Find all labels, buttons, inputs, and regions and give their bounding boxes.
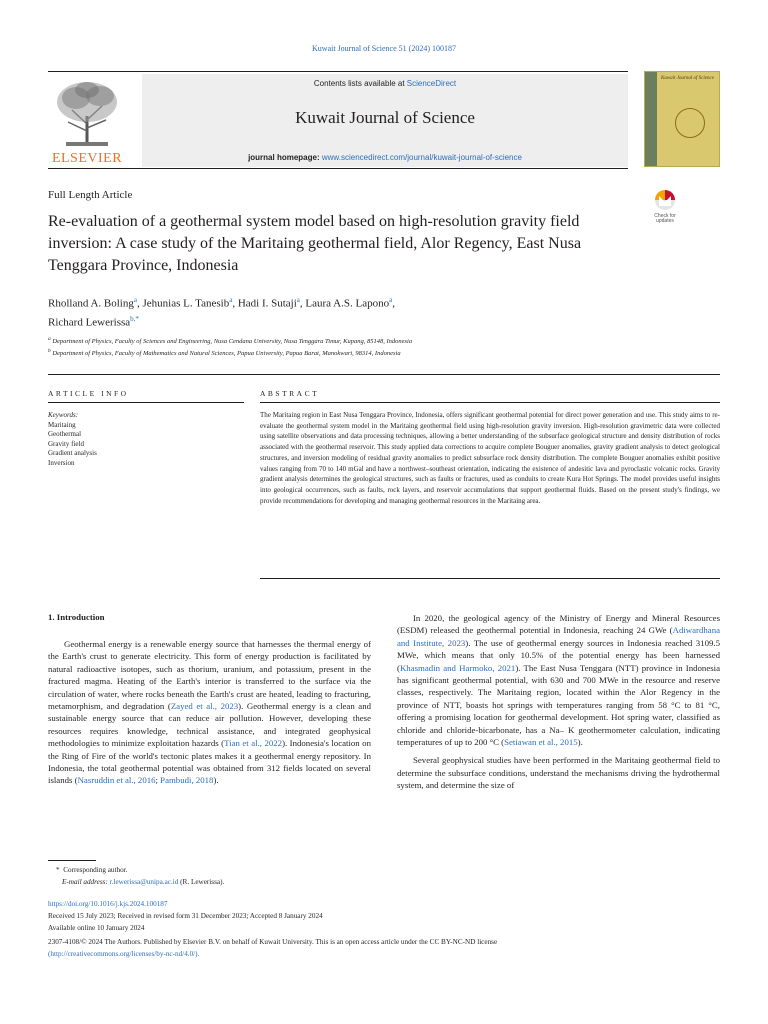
sciencedirect-link[interactable]: ScienceDirect: [406, 79, 457, 88]
author-affiliation-mark[interactable]: a: [133, 296, 137, 304]
asterisk-mark: *: [56, 866, 60, 874]
header-rule: [48, 374, 720, 375]
banner-top-rule: [48, 71, 628, 72]
doi-link[interactable]: https://doi.org/10.1016/j.kjs.2024.100187: [48, 900, 168, 908]
text-run: ). The use of geothermal energy sources in Indonesia reached 3109.5 MWe, which means that only 10.5% of the potential energy has been harnessed (: [397, 637, 720, 673]
citation-link[interactable]: Adiwardhana and Institute, 2023: [397, 625, 720, 648]
abstract-rule: [260, 402, 720, 403]
email-link[interactable]: r.lewerissa@unipa.ac.id: [109, 878, 179, 886]
affiliation-a-text: Department of Physics, Faculty of Sciences and Engineering, Nusa Cendana University, Nusa Tenggara Timur, Kupang, 85148, Indonesia: [52, 338, 413, 346]
paragraph: [48, 638, 371, 787]
article-title: Re-evaluation of a geothermal system model based on high-resolution gravity field inversion: A case study of the Maritaing geothermal field, Alor Regency, East Nusa Tenggara Province, Indonesia: [48, 213, 582, 274]
author-name: Richard Lewerissa: [48, 316, 131, 329]
journal-cover-thumbnail[interactable]: [644, 71, 720, 167]
email-label: E-mail address:: [62, 878, 108, 886]
author-affiliation-mark[interactable]: a: [296, 296, 300, 304]
citation-link[interactable]: Tian et al., 2022: [224, 738, 283, 749]
keyword: Inversion: [48, 458, 75, 467]
contents-line: [142, 79, 628, 88]
author-list: Rholland A. Boling$^a$, Jehunias L. Tanesib$^a$, Hadi I. Sutaji$^a$, Laura A.S. Lapono$^a$, Richard Lewerissa$^{b,*}$: [48, 296, 395, 329]
homepage-label: journal homepage:: [248, 153, 322, 162]
license-link[interactable]: (http://creativecommons.org/licenses/by-nc-nd/4.0/).: [48, 950, 200, 958]
license-text: 2307-4108/© 2024 The Authors. Published by Elsevier B.V. on behalf of Kuwait University. This is an open access article under the CC BY-NC-ND license: [48, 938, 498, 946]
cover-title: Kuwait Journal of Science: [661, 76, 714, 81]
banner-bottom-rule: [48, 168, 628, 169]
text-run: ).: [213, 775, 219, 786]
keyword: Geothermal: [48, 430, 82, 438]
section-heading-introduction: 1. Introduction: [48, 612, 105, 622]
corresponding-text: Corresponding author.: [63, 866, 128, 874]
article-type: Full Length Article: [48, 189, 133, 201]
paragraph: Several geophysical studies have been performed in the Maritaing geothermal field to determine the subsurface conditions, understand the mechanisms driving the hydrothermal system, and determine the size of: [397, 755, 720, 791]
abstract-text: The Maritaing region in East Nusa Tenggara Province, Indonesia, offers significant geothermal potential for direct power generation and use. This study aims to re-evaluate the geothermal system model in the Maritaing geothermal field using high-resolution gravity inversion. High-resolution gravimetric data were collected using satellite observations and data processing techniques, allowing a better understanding of the subsurface geological structure and density distribution of rocks associated with the geothermal reservoir. This study applied data corrections to acquire complete Bouguer anomalies, gravity gradient analysis to detect geological structures, and inversion modeling of residual gravity anomalies to predict subsurface rock density distribution. The complete Bouguer anomalies exhibit positive values ranging from 70 to 140 mGal and have a northwest–southeast orientation, indicating the existence of andesitic lava and pyroclastic volcanic rocks. Gravity gradient analysis determines the geological structures, such as faults or fractures, used as conduits to create Kura Hot Springs. The model provides useful insights into geological occurrences, such as faults, rock layers, and reservoir accumulations that support geothermal fluids. Based on the present study's findings, we provide recommendations for developing and managing geothermal resources in the Maritaing area.: [260, 411, 720, 505]
keywords-label: Keywords:: [48, 411, 79, 419]
author-affiliation-mark[interactable]: b,*: [130, 314, 139, 323]
text-run: In 2020, the geological agency of the Ministry of Energy and Mineral Resources (ESDM) released the geothermal potential in Indonesia, reaching 24 GWe (: [397, 613, 720, 636]
article-info-heading: ARTICLE INFO: [48, 389, 129, 398]
cover-seal-icon: [675, 108, 705, 138]
text-run: ;: [155, 775, 161, 786]
author-name: Rholland A. Boling: [48, 297, 134, 310]
citation-link[interactable]: Khasmadin and Harmoko, 2021: [399, 662, 516, 673]
citation-link[interactable]: Zayed et al., 2023: [170, 701, 239, 712]
email-owner: (R. Lewerissa).: [180, 878, 225, 886]
text-run: ). Indonesia's location on the Ring of Fire of the world's tectonic plates makes it a geothermal energy repository. In Indonesia, the total geothermal potential was obtained from 312 fields located on several islands (: [48, 738, 371, 786]
citation-link[interactable]: Nasruddin et al., 2016: [77, 775, 156, 786]
elsevier-wordmark: ELSEVIER: [51, 151, 123, 166]
citation-link[interactable]: Pambudi, 2018: [160, 775, 214, 786]
abstract-heading: ABSTRACT: [260, 389, 320, 398]
license-note: [48, 936, 720, 960]
abstract-bottom-rule: [260, 578, 720, 579]
received-dates: Received 15 July 2023; Received in revised form 31 December 2023; Accepted 8 January 2024: [48, 912, 323, 920]
available-online-date: Available online 10 January 2024: [48, 924, 145, 932]
author-affiliation-mark[interactable]: a: [389, 296, 393, 304]
citation-link[interactable]: Setiawan et al., 2015: [504, 737, 578, 748]
journal-citation[interactable]: Kuwait Journal of Science 51 (2024) 100187: [312, 44, 456, 53]
email-note: [62, 878, 224, 886]
author-affiliation-mark[interactable]: a: [229, 296, 233, 304]
body-column-right: [397, 612, 720, 792]
text-run: ). The East Nusa Tenggara (NTT) province in Indonesia has significant geothermal potential, with 630 and 700 MWe in the resource and reserve classes, respectively. The Maritaing region, located within the Alor Regency in the province of NTT, boasts hot springs with temperatures ranging from 58 °C to 81 °C, offering a promising location for geothermal development. Hot spring water, classified as chloride and chloride-bicarbonate, has a Na– K geothermometer calculation, indicating temperatures of up to 200 °C (: [397, 662, 720, 748]
affiliation-b: $^b$ Department of Physics, Faculty of Mathematics and Natural Sciences, Papua University, Papua Barat, Manokwari, 98314, Indonesia: [48, 348, 401, 358]
body-column-left: [48, 638, 371, 787]
homepage-link[interactable]: www.sciencedirect.com/journal/kuwait-journal-of-science: [321, 153, 522, 162]
text-run: ).: [577, 737, 583, 748]
text-run: ). Geothermal energy is a clean and sustainable energy source that can reduce air pollution. However, developing these resources requires knowledge, technical assistance, and integrated geophysical methodologies to minimize exploitation hazards (: [48, 701, 371, 749]
affiliation-a: $^a$ Department of Physics, Faculty of Sciences and Engineering, Nusa Cendana University, Nusa Tenggara Timur, Kupang, 85148, Indonesia: [48, 336, 413, 346]
author-name: Jehunias L. Tanesib: [142, 297, 230, 310]
contents-prefix: Contents lists available at: [313, 79, 407, 88]
check-for-updates-label: Check for updates: [654, 213, 676, 224]
author-name: Laura A.S. Lapono: [305, 297, 390, 310]
keyword: Gradient analysis: [48, 449, 97, 457]
paragraph: [397, 612, 720, 748]
article-info-rule: [48, 402, 244, 403]
keyword: Gravity field: [48, 439, 84, 448]
author-name: Hadi I. Sutaji: [237, 297, 297, 310]
homepage-line: [142, 153, 628, 162]
footnote-rule: [48, 860, 96, 861]
keyword: Maritaing: [48, 420, 76, 429]
keywords-block: [48, 411, 244, 468]
journal-title: Kuwait Journal of Science: [295, 108, 475, 127]
corresponding-author-note: [56, 866, 127, 874]
text-run: Geothermal energy is a renewable energy source that harnesses the thermal energy of the Earth's crust to generate electricity. This form of energy production is facilitated by natural radioactive isotopes, such as thorium, uranium, and potassium, present in the fractured magma. Heating of the Earth's interior is transferred to the surface via the circulation of water, where rocks beneath the Earth's crust are heated, leading to fracturing, metamorphism, and degradation (: [48, 639, 371, 712]
cover-spine: [645, 72, 657, 166]
affiliation-b-text: Department of Physics, Faculty of Mathematics and Natural Sciences, Papua University, Papua Barat, Manokwari, 98314, Indonesia: [52, 350, 401, 358]
